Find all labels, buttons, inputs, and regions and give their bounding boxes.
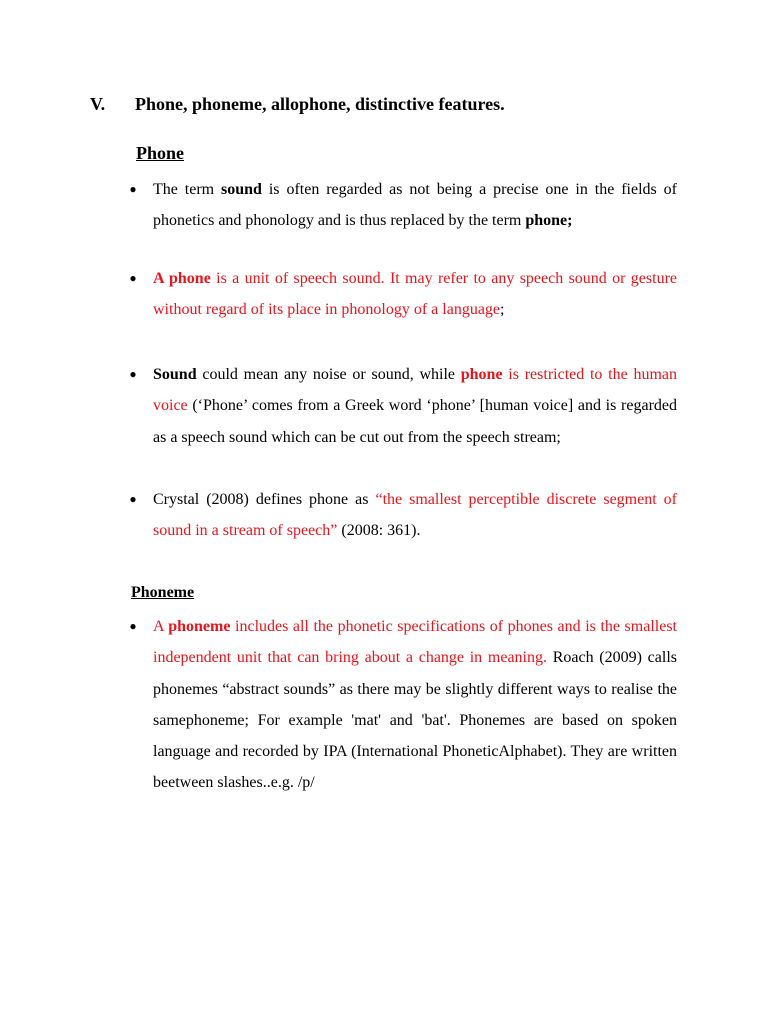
- bullet-item-sound-vs-phone: ● Sound could mean any noise or sound, while phone is restricted to the human voice (‘Phone’ comes from a Greek word ‘phone’ [human voice] and is regarded as a speech sound which can be cut out from the speech stream;: [153, 359, 677, 453]
- bullet-icon: ●: [129, 367, 137, 381]
- section-title: Phone, phoneme, allophone, distinctive features.: [135, 94, 505, 114]
- subheading-phone: Phone: [136, 143, 185, 163]
- bullet-item-phoneme-definition: ● A phoneme includes all the phonetic specifications of phones and is the smallest independent unit that can bring about a change in meaning. Roach (2009) calls phonemes “abstract sounds” as there may be slightly different ways to realise the samephoneme; For example 'mat' and 'bat'. Phonemes are based on spoken language and recorded by IPA (International PhoneticAlphabet). They are written beetween slashes..e.g. /p/: [153, 611, 677, 799]
- subheading-phoneme: Phoneme: [131, 584, 195, 601]
- section-heading: [90, 94, 505, 115]
- section-number: V.: [90, 94, 106, 114]
- bullet-icon: ●: [129, 619, 137, 633]
- bullet-item-term-sound: ● The term sound is often regarded as not being a precise one in the fields of phonetics and phonology and is thus replaced by the term phone;: [153, 174, 677, 237]
- bullet-icon: ●: [129, 271, 137, 285]
- bullet-icon: ●: [129, 182, 137, 196]
- bullet-item-phone-definition: ● A phone is a unit of speech sound. It may refer to any speech sound or gesture without regard of its place in phonology of a language;: [153, 263, 677, 326]
- bullet-item-crystal-definition: ● Crystal (2008) defines phone as “the smallest perceptible discrete segment of sound in a stream of speech” (2008: 361).: [153, 484, 677, 547]
- bullet-icon: ●: [129, 492, 137, 506]
